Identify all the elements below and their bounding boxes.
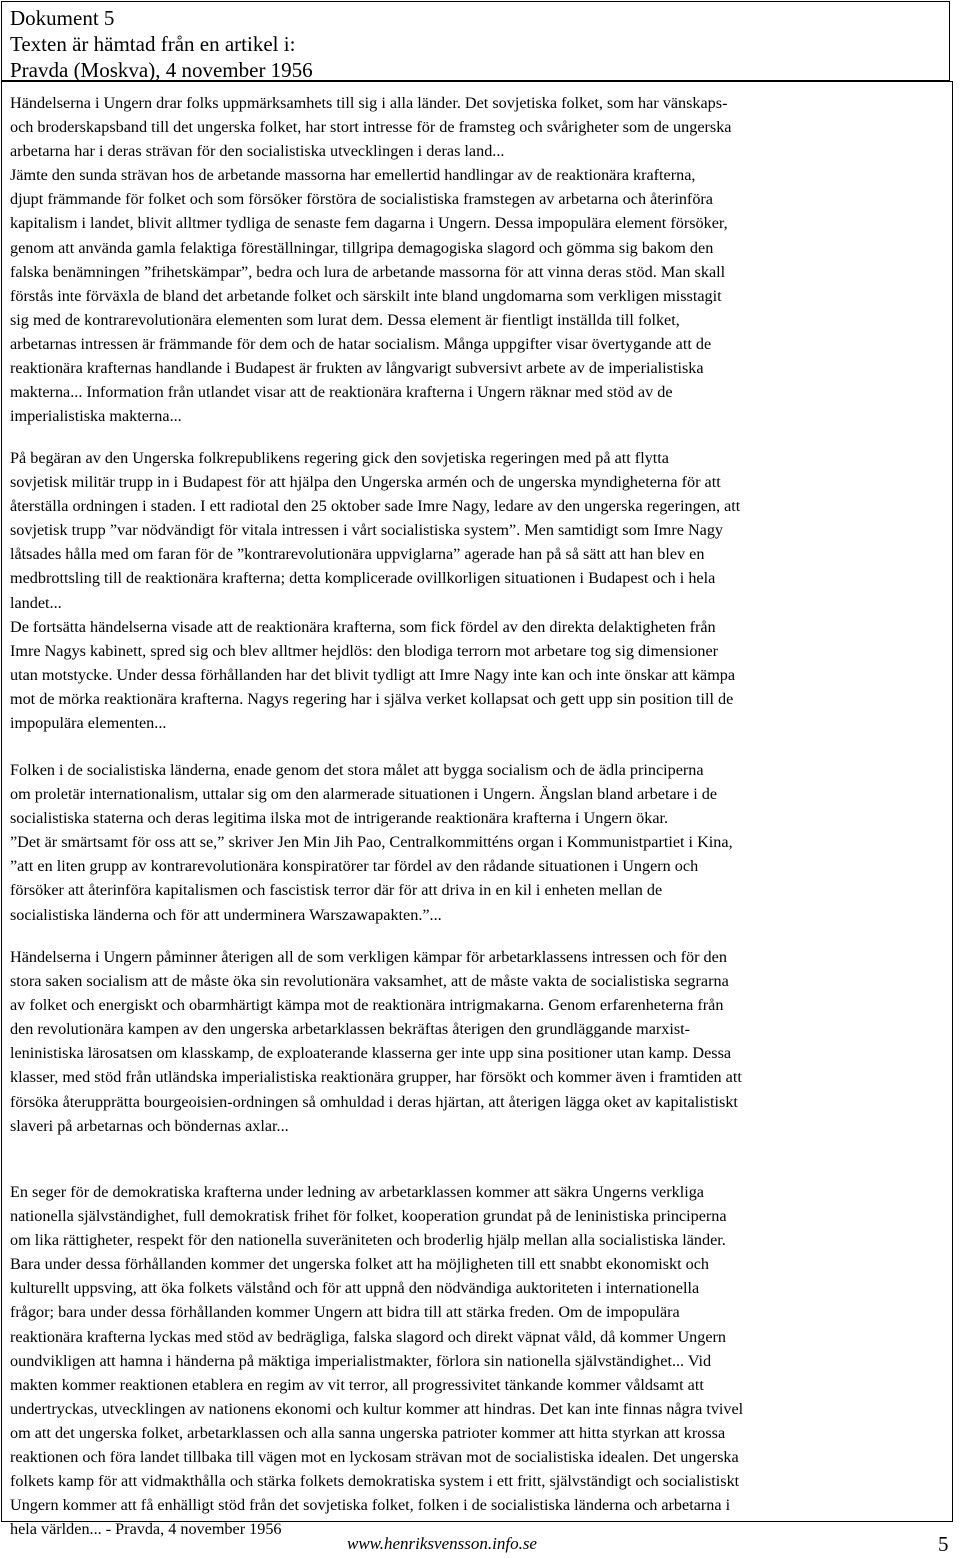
article-body bbox=[1, 81, 953, 1539]
document-header bbox=[1, 1, 950, 81]
paragraph-1: Händelserna i Ungern drar folks uppmärksamhets till sig i alla länder. Det sovjetiska folket, som har vänskaps- och broderskapsband till det ungerska folket, har stort intresse för de framsteg och svårigheter som de ungerska arbetarna har i deras strävan för den socialistiska utvecklingen i deras land... Jämte den sunda strävan hos de arbetande massorna har emellertid handlingar av de reaktionära krafterna, djupt främmande för folket och som försöker förstöra de socialistiska framstegen av arbetarna och återinföra kapitalism i landet, blivit alltmer tydliga de senaste fem dagarna i Ungern. Dessa impopulära element försöker, genom att använda gamla felaktiga föreställningar, tillgripa demagogiska slagord och gömma sig bakom den falska benämningen ”frihetskämpar”, bedra och lura de arbetande massorna för att vinna deras stöd. Man skall förstås inte förväxla de bland det arbetande folket och särskilt inte bland ungdomarna som verkligen misstagit sig med de kontrarevolutionära elementen som lurat dem. Dessa element är fientligt inställda till folket, arbetarnas intressen är främmande för dem och de hatar socialism. Många uppgifter visar övertygande att de reaktionära krafternas handlande i Budapest är frukten av långvarigt subversivt arbete av de imperialistiska makterna... Information från utlandet visar att de reaktionära krafterna i Ungern räknar med stöd av de imperialistiska makterna... bbox=[10, 94, 732, 426]
paragraph-2: På begäran av den Ungerska folkrepublikens regering gick den sovjetiska regeringen med på att flytta sovjetisk militär trupp in i Budapest för att hjälpa den Ungerska armén och de ungerska myndigheterna för att återställa ordningen i staden. I ett radiotal den 25 oktober sade Imre Nagy, ledare av den ungerska regeringen, att sovjetisk trupp ”var nödvändigt för vitala intressen i vårt socialistiska system”. Men samtidigt som Imre Nagy låtsades hålla med om faran för de ”kontrarevolutionära uppviglarna” agerade han på så sätt att han blev en medbrottsling till de reaktionära krafterna; detta komplicerade ovillkorligen situationen i Budapest och i hela landet... De fortsätta händelserna visade att de reaktionära krafterna, som fick fördel av den direkta delaktigheten från Imre Nagys kabinett, spred sig och blev alltmer hejdlös: den blodiga terrorn mot arbetare tog sig dimensioner utan motstycke. Under dessa förhållanden har det blivit tydligt att Imre Nagy inte kan och inte önskar att kämpa mot de mörka reaktionära krafterna. Nagys regering har i själva verket kollapsat och gett upp sin position till de impopulära elementen... bbox=[10, 449, 741, 733]
paragraph-4: Händelserna i Ungern påminner återigen all de som verkligen kämpar för arbetarklassens intressen och för den stora saken socialism att de måste öka sin revolutionära vaksamhet, att de måste vakta de socialistiska segrarna av folket och energiskt och obarmhärtigt kämpa mot de reaktionära intrigmakarna. Genom erfarenheterna från den revolutionära kampen av den ungerska arbetarklassen bekräftas återigen den grundläggande marxist- leninistiska lärosatsen om klasskamp, de exploaterande klasserna ger inte upp sina positioner utan kamp. Dessa klasser, med stöd från utländska imperialistiska reaktionära grupper, har försökt och kommer även i framtiden att försöka återupprätta bourgeoisien-ordningen så omhuldad i deras hjärtan, att återigen lägga oket av kapitalistiskt slaveri på arbetarnas och böndernas axlar... bbox=[10, 948, 742, 1135]
source-intro: Texten är hämtad från en artikel i: bbox=[10, 32, 296, 56]
source-title: Pravda (Moskva), 4 november 1956 bbox=[10, 58, 313, 82]
paragraph-3: Folken i de socialistiska länderna, enade genom det stora målet att bygga socialism och de ädla principerna om proletär internationalism, uttalar sig om den alarmerade situationen i Ungern. Ängslan bland arbetare i de socialistiska staterna och deras legitima ilska mot de intrigerande reaktionära krafterna i Ungern ökar. ”Det är smärtsamt för oss att se,” skriver Jen Min Jih Pao, Centralkommitténs organ i Kommunistpartiet i Kina, ”att en liten grupp av kontrarevolutionära konspiratörer tar fördel av den rådande situationen i Ungern och försöker att återinföra kapitalismen och fascistisk terror där för att driva in en kil i enheten mellan de socialistiska länderna och för att underminera Warszawapakten.”... bbox=[10, 761, 733, 924]
document-label: Dokument 5 bbox=[10, 6, 115, 30]
page-number: 5 bbox=[938, 1532, 949, 1556]
paragraph-5: En seger för de demokratiska krafterna under ledning av arbetarklassen kommer att säkra Ungerns verkliga nationella självständighet, full demokratisk frihet för folket, kooperation grundat på de leninistiska principerna om lika rättigheter, respekt för den nationella suveräniteten och broderlig hjälp mellan alla socialistiska länder. Bara under dessa förhållanden kommer det ungerska folket att ha möjligheten till ett snabbt ekonomiskt och kulturellt uppsving, att öka folkets välstånd och för att uppnå den nödvändiga auktoriteten i internationella frågor; bara under dessa förhållanden kommer Ungern att bidra till att stärka freden. Om de impopulära reaktionära krafterna lyckas med stöd av bedrägliga, falska slagord och direkt väpnat våld, då kommer Ungern oundvikligen att hamna i händerna på mäktiga imperialistmakter, förlora sin nationella självständighet... Vid makten kommer reaktionen etablera en regim av vit terror, all progressivitet tänkande kommer våldsamt att undertryckas, utvecklingen av nationens ekonomi och kultur kommer att hindras. Det kan inte finnas några tvivel om att det ungerska folket, arbetarklassen och alla sanna ungerska patrioter kommer att hitta styrkan att krossa reaktionen och föra landet tillbaka till vägen mot en lyckosam strävan mot de socialistiska idealen. Det ungerska folkets kamp för att vidmakthålla och stärka folkets demokratiska system i ett fritt, självständigt och socialistiskt Ungern kommer att få enhälligt stöd från det sovjetiska folket, folken i de socialistiska länderna och arbetarna i hela världen... - Pravda, 4 november 1956 bbox=[10, 1183, 744, 1539]
footer-url[interactable]: www.henriksvensson.info.se bbox=[347, 1534, 537, 1553]
